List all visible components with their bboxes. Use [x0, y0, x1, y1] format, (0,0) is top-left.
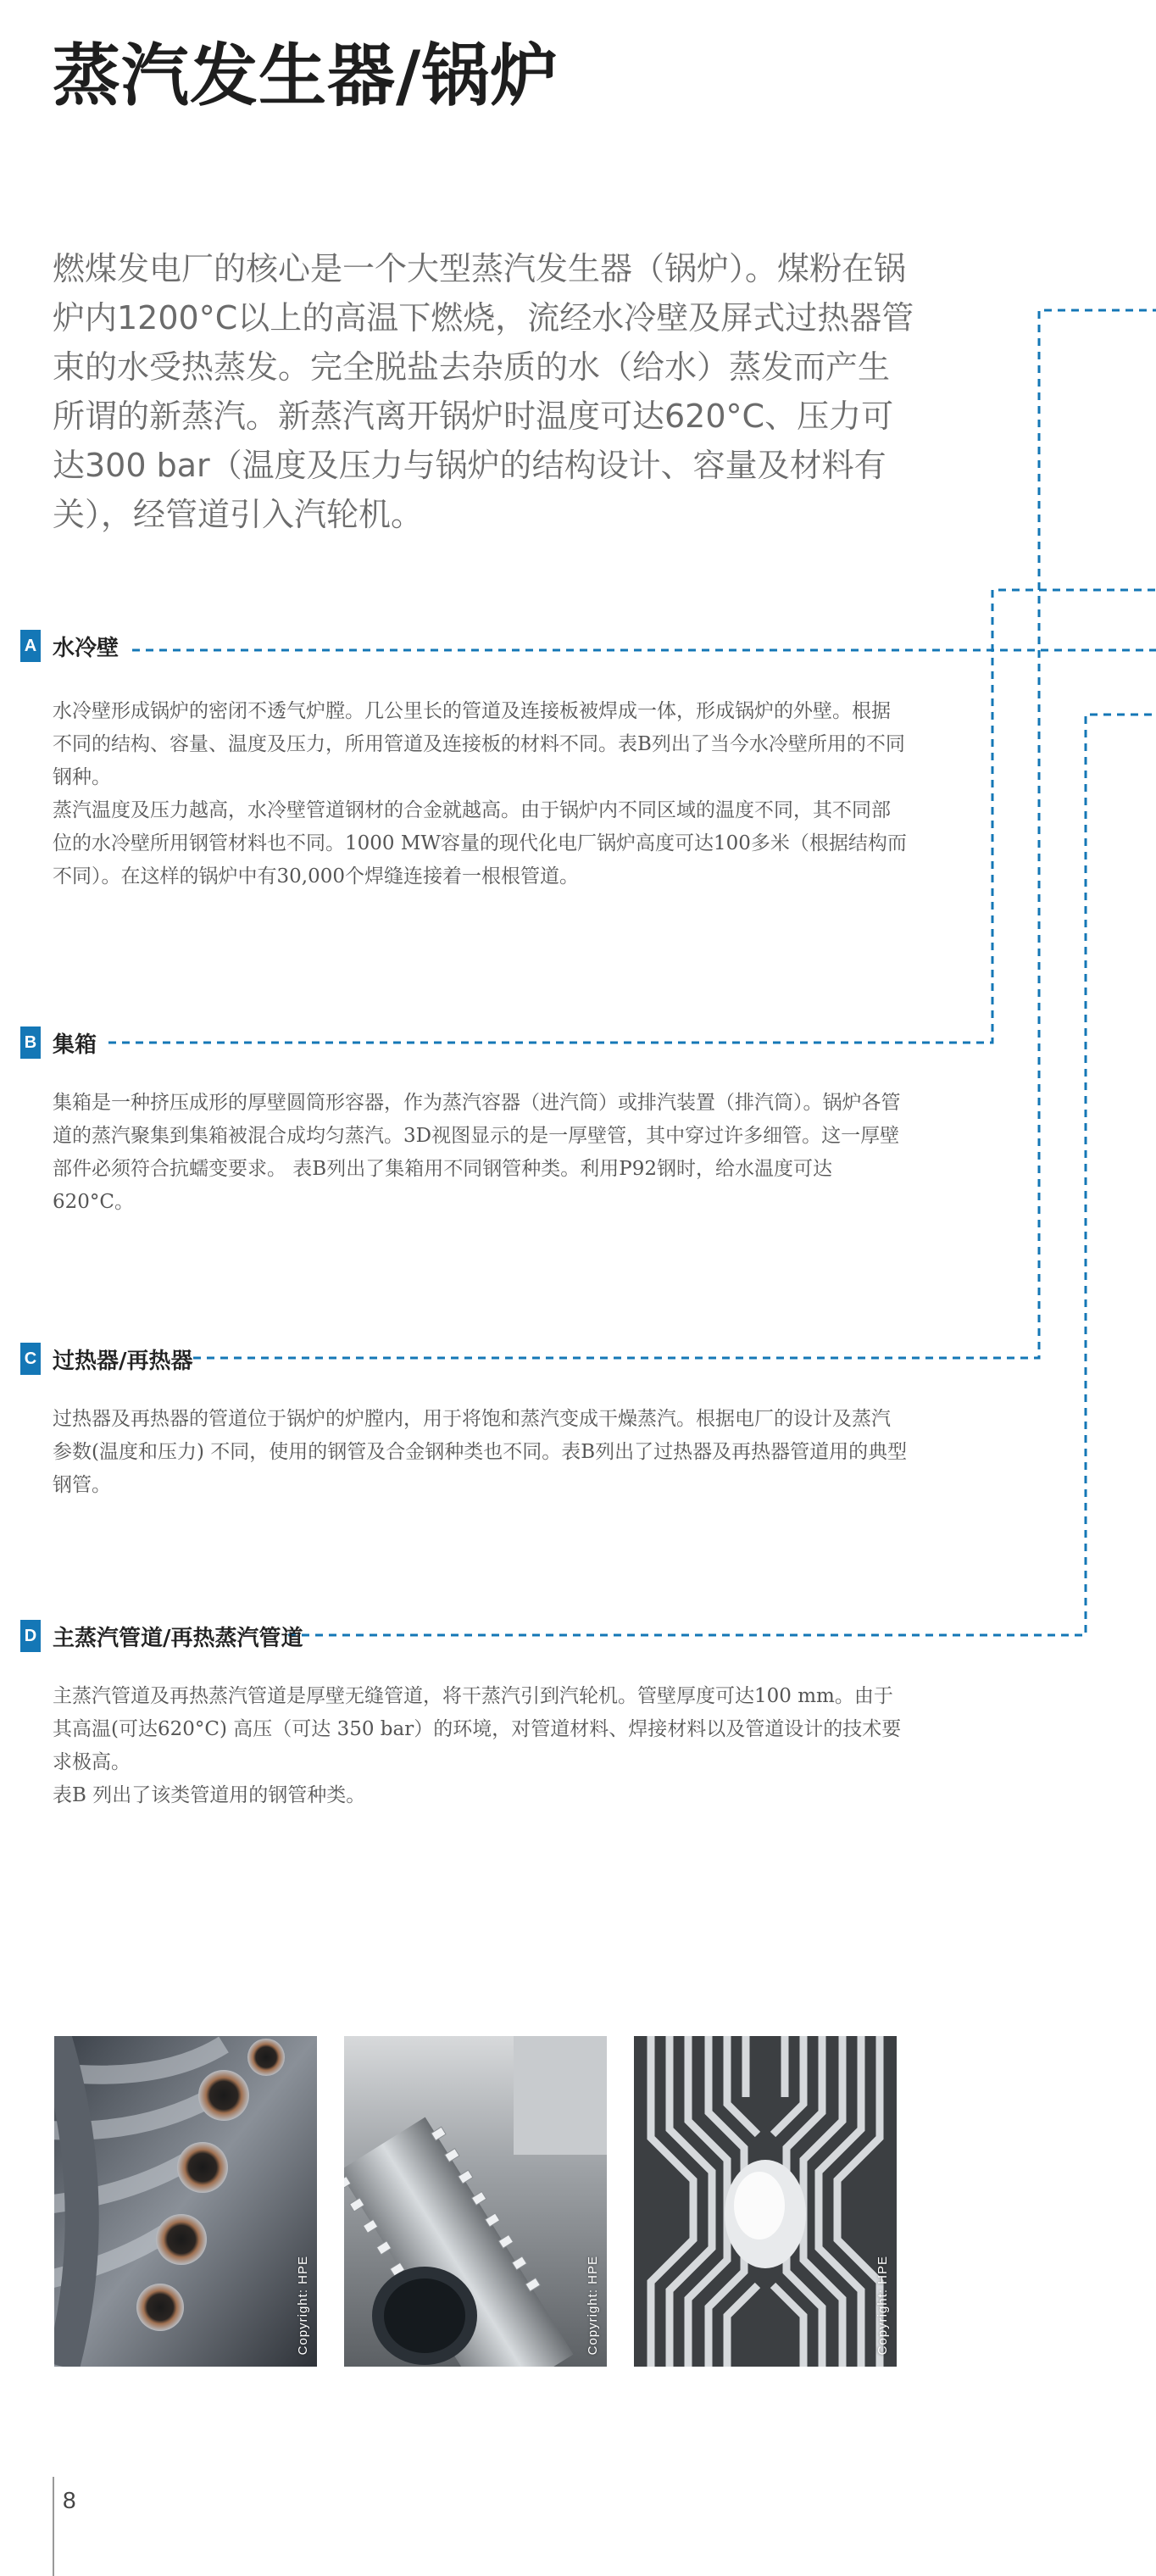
photo-copyright: Copyright: HPE [586, 2255, 600, 2355]
photo-header-stubs [344, 2036, 607, 2367]
photo-copyright: Copyright: HPE [875, 2255, 890, 2355]
photo-tube-panel [634, 2036, 897, 2367]
section-d-title: 主蒸汽管道/再热蒸汽管道 [53, 1625, 303, 1651]
page-number: 8 [63, 2487, 76, 2513]
section-d-body [53, 1680, 909, 1812]
section-b-title: 集箱 [53, 1032, 97, 1058]
section-d-paragraph: 表B 列出了该类管道用的钢管种类。 [53, 1784, 366, 1806]
section-c-title: 过热器/再热器 [53, 1348, 193, 1374]
section-a-paragraph: 蒸汽温度及压力越高，水冷壁管道钢材的合金就越高。由于锅炉内不同区域的温度不同，其不同部位的水冷壁所用钢管材料也不同。1000 MW容量的现代化电厂锅炉高度可达100多米（根据结构而不同）。在这样的锅炉中有30,000个焊缝连接着一根根管道。 [53, 799, 907, 887]
intro-paragraph: 燃煤发电厂的核心是一个大型蒸汽发生器（锅炉）。煤粉在锅炉内1200°C以上的高温下燃烧，流经水冷壁及屏式过热器管束的水受热蒸发。完全脱盐去杂质的水（给水）蒸发而产生所谓的新蒸汽。新蒸汽离开锅炉时温度可达620°C、压力可达300 bar（温度及压力与锅炉的结构设计、容量及材料有关），经管道引入汽轮机。 [53, 250, 914, 533]
section-c-body [53, 1403, 909, 1502]
page-title: 蒸汽发生器/锅炉 [53, 36, 559, 115]
section-a-badge: A [20, 630, 41, 662]
section-d-badge: D [20, 1620, 41, 1652]
section-c-badge: C [20, 1343, 41, 1375]
section-a-header [20, 629, 119, 663]
section-d-header [20, 1619, 303, 1653]
section-b-badge: B [20, 1027, 41, 1059]
section-a-title: 水冷壁 [53, 635, 119, 661]
section-a-body [53, 695, 909, 893]
section-b-paragraph: 集箱是一种挤压成形的厚壁圆筒形容器，作为蒸汽容器（进汽筒）或排汽装置（排汽筒）。锅炉各管道的蒸汽聚集到集箱被混合成均匀蒸汽。3D视图显示的是一厚壁管，其中穿过许多细管。这一厚壁部件必须符合抗蠕变要求。 表B列出了集箱用不同钢管种类。利用P92钢时，给水温度可达620°C。 [53, 1092, 901, 1213]
section-a-paragraph: 水冷壁形成锅炉的密闭不透气炉膛。几公里长的管道及连接板被焊成一体，形成锅炉的外壁。根据不同的结构、容量、温度及压力，所用管道及连接板的材料不同。表B列出了当今水冷壁所用的不同钢种。 [53, 700, 905, 788]
section-b-body [53, 1087, 909, 1219]
section-d-paragraph: 主蒸汽管道及再热蒸汽管道是厚壁无缝管道，将干蒸汽引到汽轮机。管壁厚度可达100 mm。由于其高温(可达620°C) 高压（可达 350 bar）的环境，对管道材料、焊接材料以及管道设计的技术要求极高。 [53, 1685, 902, 1773]
section-c-header [20, 1342, 193, 1376]
photo-copyright: Copyright: HPE [296, 2255, 310, 2355]
section-c-paragraph: 过热器及再热器的管道位于锅炉的炉膛内，用于将饱和蒸汽变成干燥蒸汽。根据电厂的设计及蒸汽参数(温度和压力) 不同，使用的钢管及合金钢种类也不同。表B列出了过热器及再热器管道用的典型钢管。 [53, 1408, 908, 1496]
photo-tube-ends [54, 2036, 317, 2367]
page-number-rule [53, 2477, 54, 2576]
section-b-header [20, 1026, 97, 1060]
